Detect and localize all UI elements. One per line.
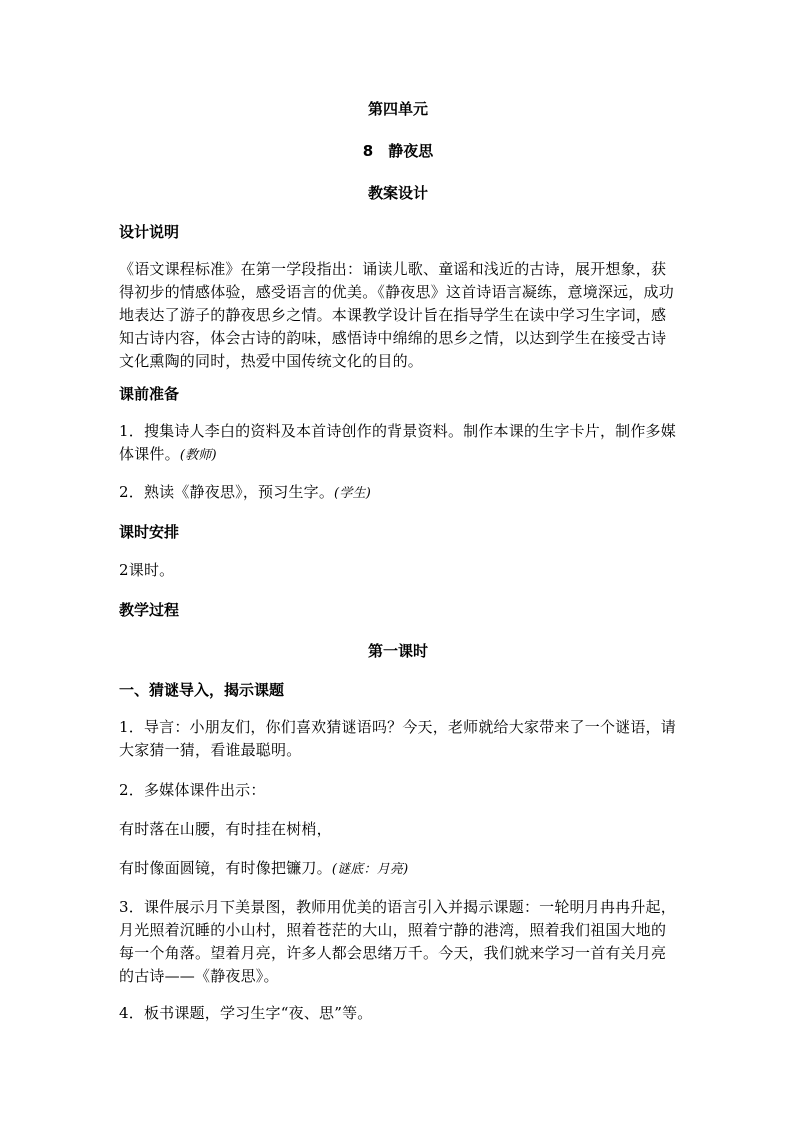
process-heading: 教学过程 (119, 601, 180, 619)
riddle-line-2-text: 有时像面圆镜，有时像把镰刀。 (119, 859, 332, 877)
step-4: 4．板书课题，学习生字“夜、思”等。 (119, 1004, 373, 1022)
schedule-heading: 课时安排 (119, 523, 180, 541)
part1-heading: 一、猜谜导入，揭示课题 (119, 681, 285, 699)
prep-item-2-note: (学生) (334, 486, 371, 501)
step-3: 3．课件展示月下美景图，教师用优美的语言引入并揭示课题：一轮明月冉冉升起，月光照着沉睡的小山村，照着苍茫的大山，照着宁静的港湾，照着我们祖国大地的每一个角落。望着月亮，许多人都会思绪万千。今天，我们就来学习一首有关月亮的古诗——《静夜思》。 (119, 898, 676, 985)
period-title: 第一课时 (367, 642, 428, 660)
prep-item-1-note: (教师) (179, 448, 217, 463)
unit-title: 第四单元 (367, 100, 428, 118)
step-1: 1．导言：小朋友们，你们喜欢猜谜语吗？今天，老师就给大家带来了一个谜语，请大家猜一猜，看谁最聪明。 (119, 718, 676, 759)
design-note-text: 《语文课程标准》在第一学段指出：诵读儿歌、童谣和浅近的古诗，展开想象，获得初步的情感体验，感受语言的优美。《静夜思》这首诗语言凝练，意境深远，成功地表达了游子的静夜思乡之情。本课教学设计旨在指导学生在读中学习生字词，感知古诗内容，体会古诗的韵味，感悟诗中绵绵的思乡之情，以达到学生在接受古诗文化熏陶的同时，热爱中国传统文化的目的。 (119, 260, 674, 370)
design-note-heading: 设计说明 (119, 223, 180, 241)
doc-type-title: 教案设计 (367, 184, 428, 202)
riddle-answer-note: (谜底：月亮) (331, 862, 409, 877)
riddle-line-2 (119, 857, 677, 881)
prep-item-2 (119, 481, 677, 505)
lesson-title: 8 静夜思 (362, 142, 434, 160)
prep-item-1-text: 1．搜集诗人李白的资料及本首诗创作的背景资料。制作本课的生字卡片，制作多媒体课件。 (119, 422, 676, 463)
prep-item-2-text: 2．熟读《静夜思》，预习生字。 (119, 483, 335, 501)
prep-item-1 (119, 420, 677, 467)
schedule-text: 2课时。 (119, 561, 175, 579)
riddle-line-1: 有时落在山腰，有时挂在树梢， (119, 820, 332, 838)
step-2: 2．多媒体课件出示： (119, 781, 266, 799)
prep-heading: 课前准备 (119, 385, 180, 403)
